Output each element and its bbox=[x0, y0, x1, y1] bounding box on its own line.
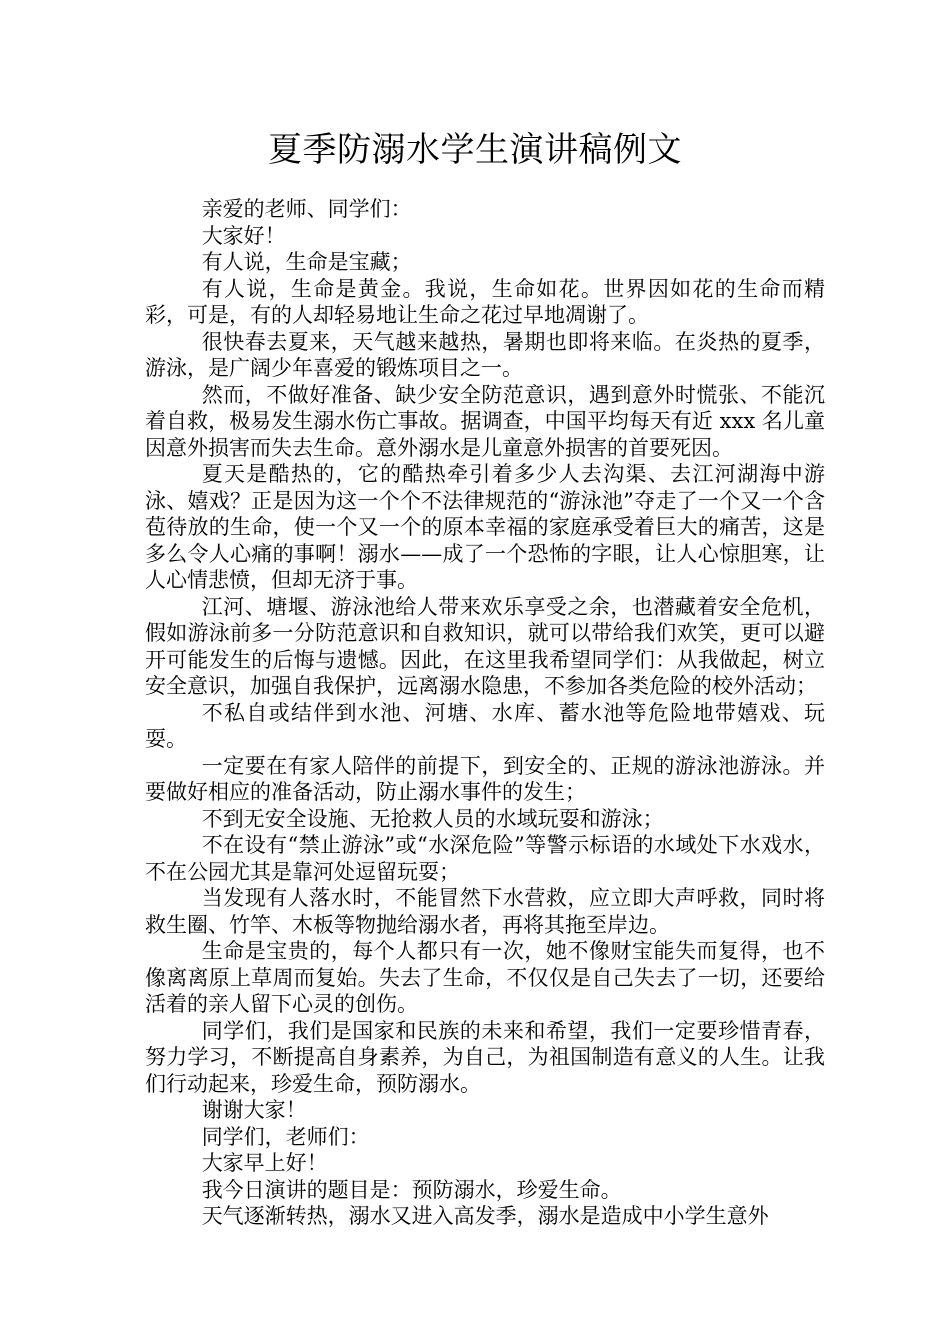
paragraph: 我今日演讲的题目是：预防溺水，珍爱生命。 bbox=[201, 1177, 622, 1202]
document-title: 夏季防溺水学生演讲稿例文 bbox=[268, 130, 682, 170]
paragraph: 谢谢大家！ bbox=[201, 1098, 307, 1122]
paragraph: 有人说，生命是宝藏； bbox=[201, 250, 412, 274]
document-body bbox=[145, 196, 825, 1230]
paragraph: 一定要在有家人陪伴的前提下，到安全的、正规的游泳池游泳。并要做好相应的准备活动，防止溺水事件的发生； bbox=[145, 753, 825, 804]
paragraph: 同学们，老师们： bbox=[201, 1124, 370, 1149]
paragraph: 大家早上好！ bbox=[201, 1151, 328, 1175]
paragraph: 有人说，生命是黄金。我说，生命如花。世界因如花的生命而精彩，可是，有的人却轻易地让生命之花过早地凋谢了。 bbox=[145, 276, 825, 327]
paragraph: 不私自或结伴到水池、河塘、水库、蓄水池等危险地带嬉戏、玩耍。 bbox=[145, 700, 825, 751]
paragraph: 大家好！ bbox=[201, 223, 286, 248]
paragraph: 不在设有“禁止游泳”或“水深危险”等警示标语的水域处下水戏水，不在公园尤其是靠河处逗留玩耍； bbox=[145, 833, 825, 884]
paragraph: 同学们，我们是国家和民族的未来和希望，我们一定要珍惜青春，努力学习，不断提高自身素养，为自己，为祖国制造有意义的人生。让我们行动起来，珍爱生命，预防溺水。 bbox=[145, 1018, 825, 1096]
paragraph: 当发现有人落水时，不能冒然下水营救，应立即大声呼救，同时将救生圈、竹竿、木板等物抛给溺水者，再将其拖至岸边。 bbox=[145, 886, 825, 937]
paragraph: 夏天是酷热的，它的酷热牵引着多少人去沟渠、去江河湖海中游泳、嬉戏？正是因为这一个个不法律规范的“游泳池”夺走了一个又一个含苞待放的生命，使一个又一个的原本幸福的家庭承受着巨大的痛苦，这是多么令人心痛的事啊！溺水——成了一个恐怖的字眼，让人心惊胆寒，让人心情悲愤，但却无济于事。 bbox=[145, 462, 825, 592]
paragraph: 江河、塘堰、游泳池给人带来欢乐享受之余，也潜藏着安全危机，假如游泳前多一分防范意识和自救知识，就可以带给我们欢笑，更可以避开可能发生的后悔与遗憾。因此，在这里我希望同学们：从我做起，树立安全意识，加强自我保护，远离溺水隐患，不参加各类危险的校外活动； bbox=[145, 594, 825, 698]
paragraph: 亲爱的老师、同学们： bbox=[201, 197, 412, 221]
paragraph: 生命是宝贵的，每个人都只有一次，她不像财宝能失而复得，也不像离离原上草周而复始。失去了生命，不仅仅是自己失去了一切，还要给活着的亲人留下心灵的创伤。 bbox=[145, 939, 825, 1016]
paragraph: 天气逐渐转热，溺水又进入高发季，溺水是造成中小学生意外 bbox=[201, 1204, 769, 1228]
paragraph: 然而，不做好准备、缺少安全防范意识，遇到意外时慌张、不能沉着自救，极易发生溺水伤亡事故。据调查，中国平均每天有近 xxx 名儿童因意外损害而失去生命。意外溺水是儿童意外损害的首要死因。 bbox=[145, 382, 825, 460]
paragraph: 不到无安全设施、无抢救人员的水域玩耍和游泳； bbox=[201, 806, 664, 831]
paragraph: 很快春去夏来，天气越来越热，暑期也即将来临。在炎热的夏季，游泳，是广阔少年喜爱的锻炼项目之一。 bbox=[145, 329, 825, 380]
